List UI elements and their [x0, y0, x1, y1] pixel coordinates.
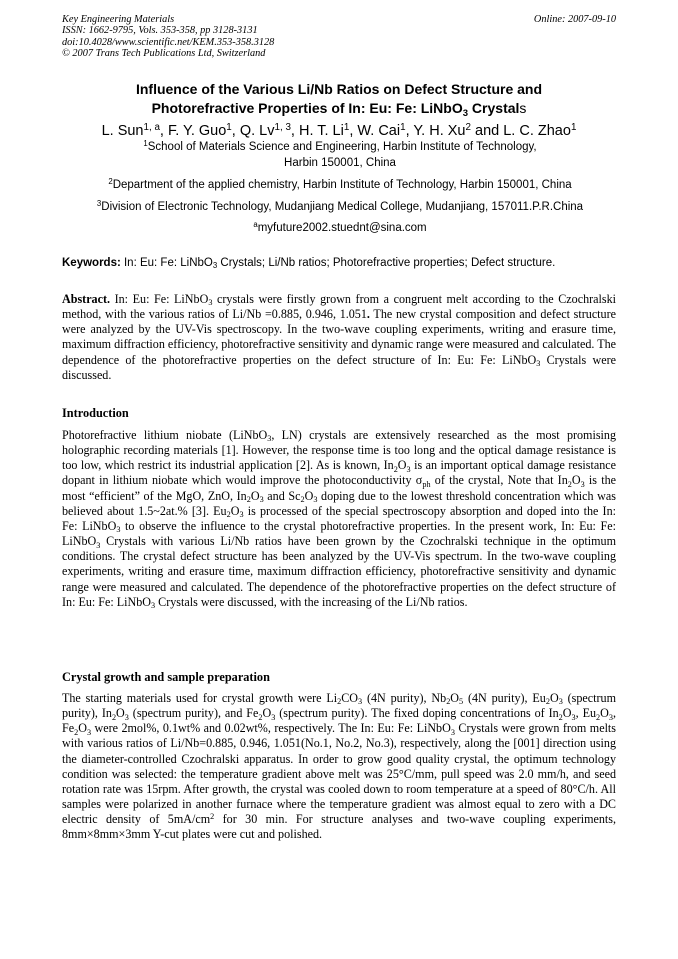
abstract-paragraph: Abstract. In: Eu: Fe: LiNbO$_3$ crystals were firstly grown from a congruent melt according to the Czochralski method, with the various ratios of Li/Nb =0.885, 0.946, 1.051. The new crystal composition and defect structure were analyzed by the UV-Vis spectroscopy. In the two-wave coupling experiments, writing and erasure time, maximum diffraction efficiency, photorefractive sensitivity and dynamic range were measured and calculated. The dependence of the photorefractive properties on the defect structure of In: Eu: Fe: LiNbO$_3$ Crystals were discussed.: [62, 292, 616, 382]
copyright-line: © 2007 Trans Tech Publications Ltd, Switzerland: [62, 48, 266, 60]
section-heading-crystal-growth: Crystal growth and sample preparation: [62, 670, 270, 684]
introduction-paragraph: Photorefractive lithium niobate (LiNbO$_3$, LN) crystals are extensively researched as the most promising holographic recording materials [1]. However, the response time is too long and the optical damage resistance is too low, which restrict its industrial application [2]. As is known, $In_2O_3$ is an important optical damage resistance dopant in lithium niobate which would improve the photoconductivity $\sigma_{ph}$ of the crystal, Note that $In_2O_3$ is the most “efficient” of the MgO, ZnO, $In_2O_3$ and $Sc_2O_3$ doping due to the lowest threshold concentration which was believed about 1.5~2at.% [3]. $Eu_2O_3$ is processed of the special spectroscopy absorption and doped into the In: Fe: LiNbO$_3$ to observe the influence to the crystal photorefractive properties. In the present work, In: Eu: Fe: LiNbO$_3$ Crystals with various Li/Nb ratios have been grown by the Czochralski technique in the optimum conditions. The crystal defect structure has been analyzed by the UV-Vis spectrum. In the two-wave coupling experiments, writing and erasure time, maximum diffraction efficiency, photorefractive sensitivity and dynamic range were measured and calculated. The dependence of the photorefractive properties on the defect structure of In: Eu: Fe: LiNbO$_3$ Crystals were discussed, with the increasing of the Li/Nb ratios.: [62, 428, 617, 611]
abstract-label: Abstract.: [62, 292, 111, 306]
paper-title: [62, 80, 616, 118]
author: Y. H. Xu$^2$: [413, 122, 471, 139]
issn-line: ISSN: 1662-9795, Vols. 353-358, pp 3128-3131: [62, 25, 258, 37]
author: W. Cai$^1$: [357, 122, 406, 139]
section-heading-introduction: Introduction: [62, 406, 129, 420]
author: L. C. Zhao$^1$: [503, 122, 577, 139]
author: H. T. Li$^1$: [298, 122, 350, 139]
doi-line[interactable]: doi:10.4028/www.scientific.net/KEM.353-358.3128: [62, 36, 275, 48]
author-list: L. Sun$^{1, a}$, F. Y. Guo$^1$, Q. Lv$^{1, 3}$, H. T. Li$^1$, W. Cai$^1$, Y. H. Xu$^2$ and L. C. Zhao$^1$: [101, 122, 577, 139]
online-date: Online: 2007-09-10: [533, 14, 616, 25]
affiliation-2: $^2$Department of the applied chemistry, Harbin Institute of Technology, Harbin 150001, China: [108, 177, 572, 191]
crystal-growth-paragraph: The starting materials used for crystal growth were $Li_2CO_3$ (4N purity), $Nb_2O_5$ (4N purity), $Eu_2O_3$ (spectrum purity), $In_2O_3$ (spectrum purity), and $Fe_2O_3$ (spectrum purity). The fixed doping concentrations of $In_2O_3$, $Eu_2O_3$, $Fe_2O_3$ were 2mol%, 0.1wt% and 0.02wt%, respectively. The In: Eu: Fe: LiNbO$_3$ Crystals were grown from melts with various ratios of Li/Nb=0.885, 0.946, 1.051(No.1, No.2, No.3), respectively, along the [001] direction using the diameter-controlled Czochralski apparatus. In order to grow good quality crystal, the optimum technology condition was selected: the temperature gradient above melt was 25°C/mm, pull speed was 2.0 mm/h, and seed rotation rate was 15rpm. After growth, the crystal was cooled down to room temperature at a speed of 80°C/h. All samples were polarized in another furnace where the temperature gradient was almost equal to zero with a DC electric density of $5mA/cm^2$ for 30 min. For structure analyses and two-wave coupling experiments, 8mm×8mm×3mm Y-cut plates were cut and polished.: [62, 691, 616, 842]
author: L. Sun$^{1, a}$: [101, 122, 160, 139]
journal-name: Key Engineering Materials: [62, 14, 175, 25]
title-line-1: Influence of the Various Li/Nb Ratios on Defect Structure and: [135, 81, 543, 97]
affiliation-1: $^1$School of Materials Science and Engineering, Harbin Institute of Technology, Harbin 150001, China: [143, 139, 537, 169]
keywords-label: Keywords:: [62, 257, 121, 269]
journal-header: [62, 14, 482, 60]
author: F. Y. Guo$^1$: [167, 122, 232, 139]
keywords: Keywords: In: Eu: Fe: LiNbO$_3$ Crystals; Li/Nb ratios; Photorefractive properties; Defect structure.: [62, 257, 556, 271]
title-line-2: Photorefractive Properties of In: Eu: Fe: LiNbO$_3$ Crystals: [151, 100, 527, 119]
author: Q. Lv$^{1, 3}$: [239, 122, 291, 139]
author-email[interactable]: $^a$myfuture2002.stuednt@sina.com: [253, 220, 427, 234]
affiliation-3: $^3$Division of Electronic Technology, Mudanjiang Medical College, Mudanjiang, 157011.P.R.China: [96, 199, 584, 213]
